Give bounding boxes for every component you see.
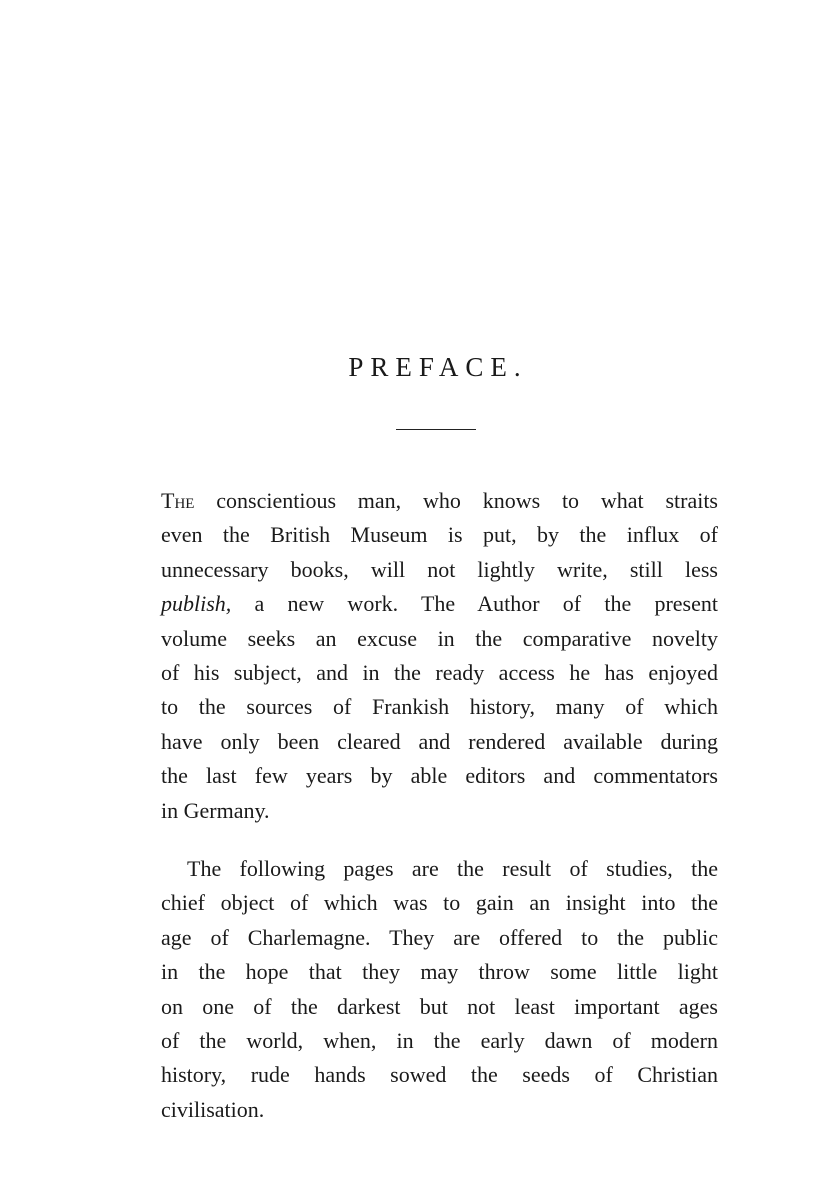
text-line: The following pages are the result of studies, the	[187, 856, 718, 881]
line-text: a new work. The Author of the present	[231, 591, 718, 617]
text-line: in Germany.	[161, 797, 270, 823]
text-line: to the sources of Frankish history, many of which	[161, 694, 718, 720]
paragraph-2	[161, 852, 718, 1127]
text-line: in the hope that they may throw some little light	[161, 959, 718, 985]
text-line: of the world, when, in the early dawn of modern	[161, 1028, 718, 1054]
paragraph-1	[161, 484, 718, 828]
text-line	[161, 587, 718, 621]
line-text: conscientious man, who knows to what straits	[194, 488, 718, 513]
text-line: chief object of which was to gain an insight into the	[161, 890, 718, 916]
text-line: on one of the darkest but not least important ages	[161, 993, 718, 1019]
title-rule	[396, 429, 476, 430]
text-line: the last few years by able editors and commentators	[161, 763, 718, 789]
text-line: civilisation.	[161, 1096, 265, 1122]
small-caps-lead: The	[161, 488, 195, 513]
italic-word: publish,	[161, 591, 232, 617]
text-line: unnecessary books, will not lightly write, still less	[161, 556, 718, 582]
text-line: history, rude hands sowed the seeds of Christian	[161, 1062, 718, 1088]
text-line	[161, 484, 718, 518]
text-line: of his subject, and in the ready access he has enjoyed	[161, 660, 718, 686]
text-line: even the British Museum is put, by the influx of	[161, 522, 718, 548]
text-line: age of Charlemagne. They are offered to the public	[161, 924, 718, 950]
page-title: PREFACE.	[348, 352, 528, 382]
text-line: have only been cleared and rendered available during	[161, 728, 718, 754]
text-line: volume seeks an excuse in the comparative novelty	[161, 625, 718, 651]
